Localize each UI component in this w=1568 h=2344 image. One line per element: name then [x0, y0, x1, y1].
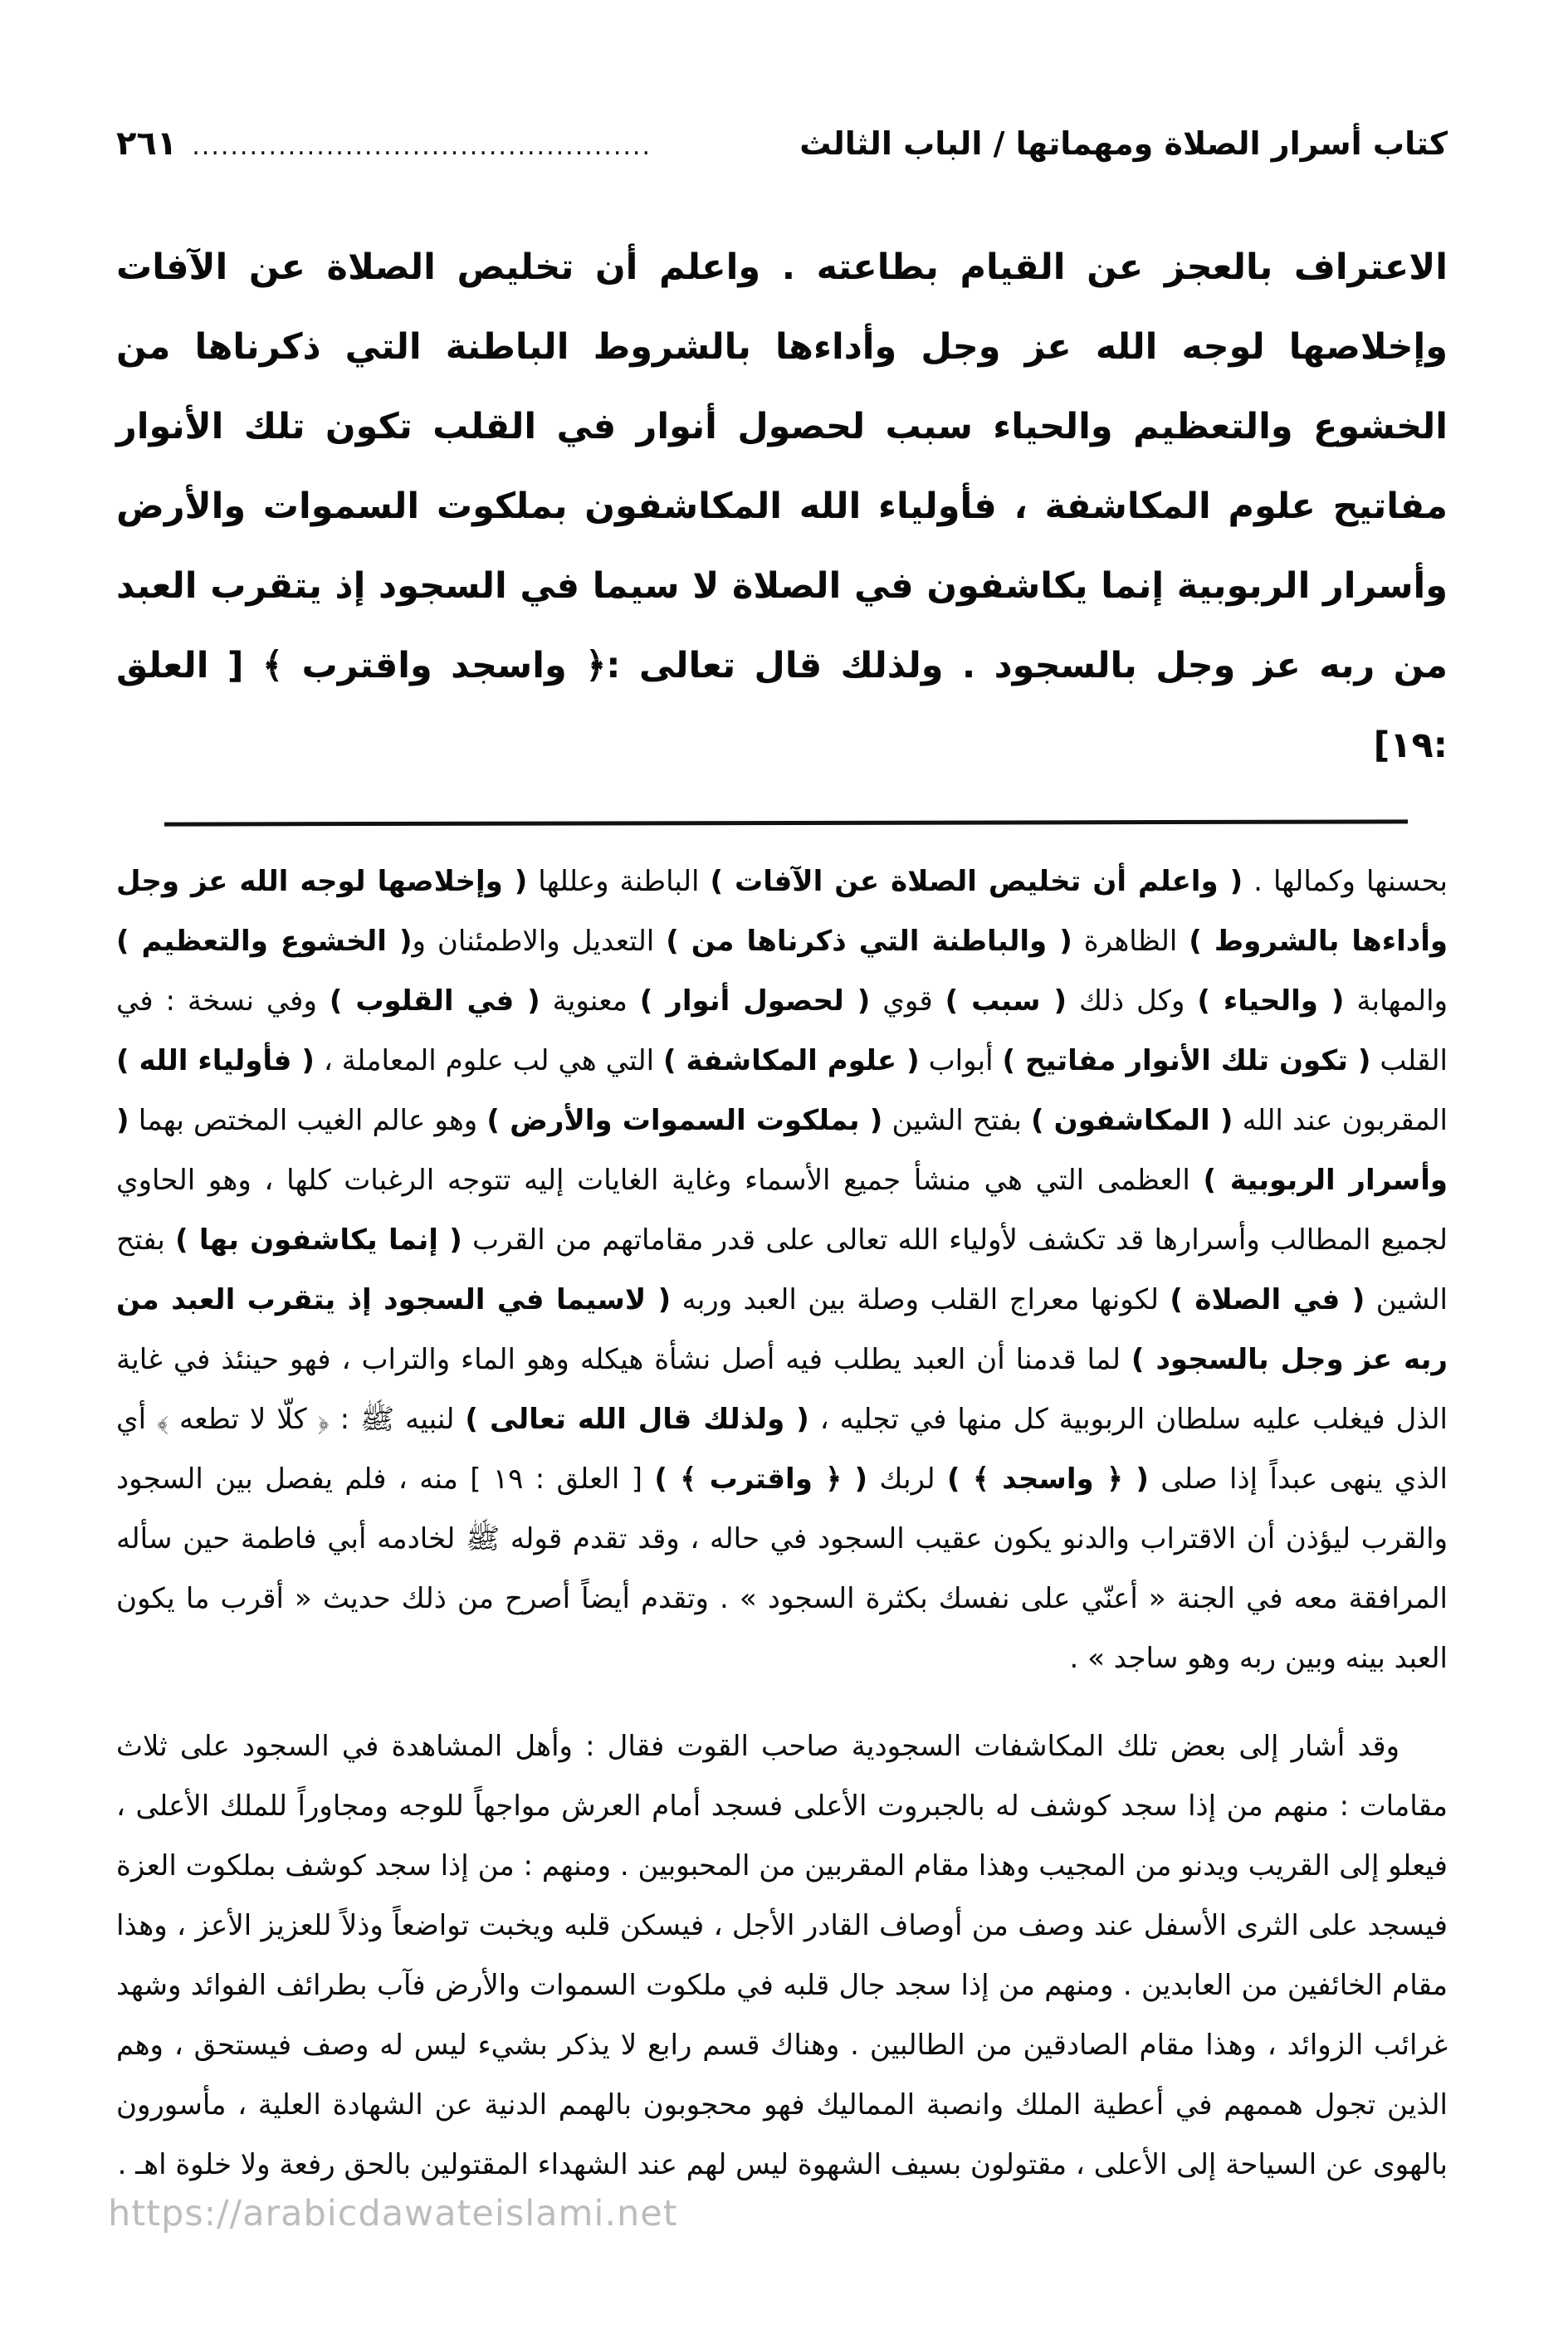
running-head: [116, 125, 1448, 163]
text-column: [116, 125, 1448, 2223]
commentary-paragraph: [116, 852, 1448, 1688]
quoted-matn-segment: ( الخشوع والتعظيم ): [116, 925, 413, 958]
quoted-matn-segment: ( لاسيما في السجود إذ يتقرب العبد من ربه عز وجل بالسجود ): [116, 1283, 1448, 1376]
quoted-matn-segment: ( وإخلاصها لوجه الله عز وجل وأداءها بالشروط ): [116, 865, 1448, 958]
commentary-segment: لما قدمنا أن العبد يطلب فيه أصل نشأة هيكله وهو الماء والتراب ، فهو حينئذ في غاية الذل فيغلب عليه سلطان الربوبية كل منها في تجليه ،: [116, 1343, 1448, 1436]
commentary-segment: بحسنها وكمالها .: [1243, 865, 1448, 898]
commentary-segment: الباطنة وعللها: [527, 865, 711, 898]
commentary-segment: بفتح الشين: [882, 1104, 1031, 1137]
commentary-segment: لنبيه ﷺ : ﴿ كلّا لا تطعه ﴾ أي الذي ينهى عبداً إذا صلى: [116, 1403, 1448, 1496]
matn-commentary-separator: [164, 819, 1408, 826]
commentary-segment: لكونها معراج القلب وصلة بين العبد وربه: [671, 1283, 1170, 1316]
quoted-matn-segment: ( فأولياء الله ): [116, 1044, 315, 1077]
commentary-segment: وكل ذلك: [1067, 984, 1198, 1018]
quoted-matn-segment: ( سبب ): [945, 984, 1067, 1018]
quoted-matn-segment: ( ﴿ واقترب ﴾ ): [654, 1463, 868, 1496]
commentary-segment: وقد أشار إلى بعض تلك المكاشفات السجودية صاحب القوت فقال : وأهل المشاهدة في السجود على ثلاث مقامات : منهم من إذا سجد كوشف له بالجبروت الأعلى فسجد أمام العرش مواجهاً للوجه ومجاوراً للملك الأعلى ، فيعلو إلى القريب ويدنو من المجيب وهذا مقام المقربين من المحبوبين . ومنهم : من إذا سجد كوشف بملكوت العزة فيسجد على الثرى الأسفل عند وصف من أوصاف القادر الأجل ، فيسكن قلبه ويخبت تواضعاً وذلاً للعزيز الأعز ، وهذا مقام الخائفين من العابدين . ومنهم من إذا سجد جال قلبه في ملكوت السموات والأرض فآب بطرائف الفوائد وشهد غرائب الزوائد ، وهذا مقام الصادقين من الطالبين . وهناك قسم رابع لا يذكر بشيء ليس له وصف فيستحق ، وهم الذين تجول هممهم في أعطية الملك وانصبة المماليك فهو محجوبون بالهمم الدنية عن الشهادة العلية ، مأسورون بالهوى عن السياحة إلى الأعلى ، مقتولون بسيف الشهوة ليس لهم عند الشهداء المقتولين بالحق رفعة ولا خلوة اهـ .: [116, 1730, 1448, 2181]
commentary-segment: الظاهرة: [1072, 925, 1189, 958]
commentary-segment: وفي نسخة : في القلب: [116, 984, 1448, 1077]
quoted-matn-segment: ( المكاشفون ): [1030, 1104, 1233, 1137]
quoted-matn-segment: ( ﴿ واسجد ﴾ ): [947, 1463, 1149, 1496]
quoted-matn-segment: ( والباطنة التي ذكرناها من ): [666, 925, 1072, 958]
commentary-segment: وهو عالم الغيب المختص بهما: [129, 1104, 487, 1137]
quoted-matn-segment: ( والحياء ): [1197, 984, 1345, 1018]
quoted-matn-segment: ( لحصول أنوار ): [639, 984, 871, 1018]
commentary-segment: لربك: [867, 1463, 948, 1496]
commentary-segment: [ العلق : ١٩ ] منه ، فلم يفصل بين السجود والقرب ليؤذن أن الاقتراب والدنو يكون عقيب السجود في حاله ، وقد تقدم قوله ﷺ لخادمه أبي فاطمة حين سأله المرافقة معه في الجنة « أعنّي على نفسك بكثرة السجود » . وتقدم أيضاً أصرح من ذلك حديث « أقرب ما يكون العبد بينه وبين ربه وهو ساجد » .: [116, 1463, 1448, 1675]
chapter-title: كتاب أسرار الصلاة ومهماتها / الباب الثالث: [799, 125, 1448, 162]
commentary-segment: والمهابة: [1344, 984, 1448, 1018]
commentary-segment: معنوية: [540, 984, 640, 1018]
commentary-segment: قوي: [870, 984, 945, 1018]
watermark-url: https://arabicdawateislami.net: [108, 2193, 678, 2234]
quoted-matn-segment: ( واعلم أن تخليص الصلاة عن الآفات ): [710, 865, 1243, 898]
commentary-segment: التي هي لب علوم المعاملة ،: [314, 1044, 664, 1077]
commentary-segment: أبواب: [919, 1044, 1003, 1077]
commentary-segment: المقربون عند الله: [1233, 1104, 1448, 1137]
second-paragraph: [116, 1716, 1448, 2195]
leader-dots: ................................................: [192, 132, 652, 161]
matn-paragraph: الاعتراف بالعجز عن القيام بطاعته . واعلم أن تخليص الصلاة عن الآفات وإخلاصها لوجه الله عز وجل وأداءها بالشروط الباطنة التي ذكرناها من الخشوع والتعظيم والحياء سبب لحصول أنوار في القلب تكون تلك الأنوار مفاتيح علوم المكاشفة ، فأولياء الله المكاشفون بملكوت السموات والأرض وأسرار الربوبية إنما يكاشفون في الصلاة لا سيما في السجود إذ يتقرب العبد من ربه عز وجل بالسجود . ولذلك قال تعالى :﴿ واسجد واقترب ﴾ [ العلق :١٩]: [116, 247, 1448, 766]
commentary-segment: التعديل والاطمئنان و: [412, 925, 667, 958]
commentary-segment: العظمى التي هي منشأ جميع الأسماء وغاية الغايات إليه تتوجه الرغبات كلها ، وهو الحاوي لجميع المطالب وأسرارها قد تكشف لأولياء الله تعالى على قدر مقاماتهم من القرب: [116, 1164, 1448, 1257]
quoted-matn-segment: ( في الصلاة ): [1170, 1283, 1365, 1316]
quoted-matn-segment: ( ولذلك قال الله تعالى ): [465, 1403, 809, 1436]
quoted-matn-segment: ( علوم المكاشفة ): [663, 1044, 920, 1077]
commentary-segment: بفتح الشين: [116, 1223, 1448, 1316]
quoted-matn-segment: ( وأسرار الربوبية ): [116, 1104, 1448, 1197]
quoted-matn-segment: ( إنما يكاشفون بها ): [175, 1223, 462, 1257]
page-number: ٢٦١: [116, 125, 178, 163]
quoted-matn-segment: ( بملكوت السموات والأرض ): [486, 1104, 883, 1137]
quoted-matn-segment: ( في القلوب ): [329, 984, 540, 1018]
quoted-matn-segment: ( تكون تلك الأنوار مفاتيح ): [1002, 1044, 1371, 1077]
